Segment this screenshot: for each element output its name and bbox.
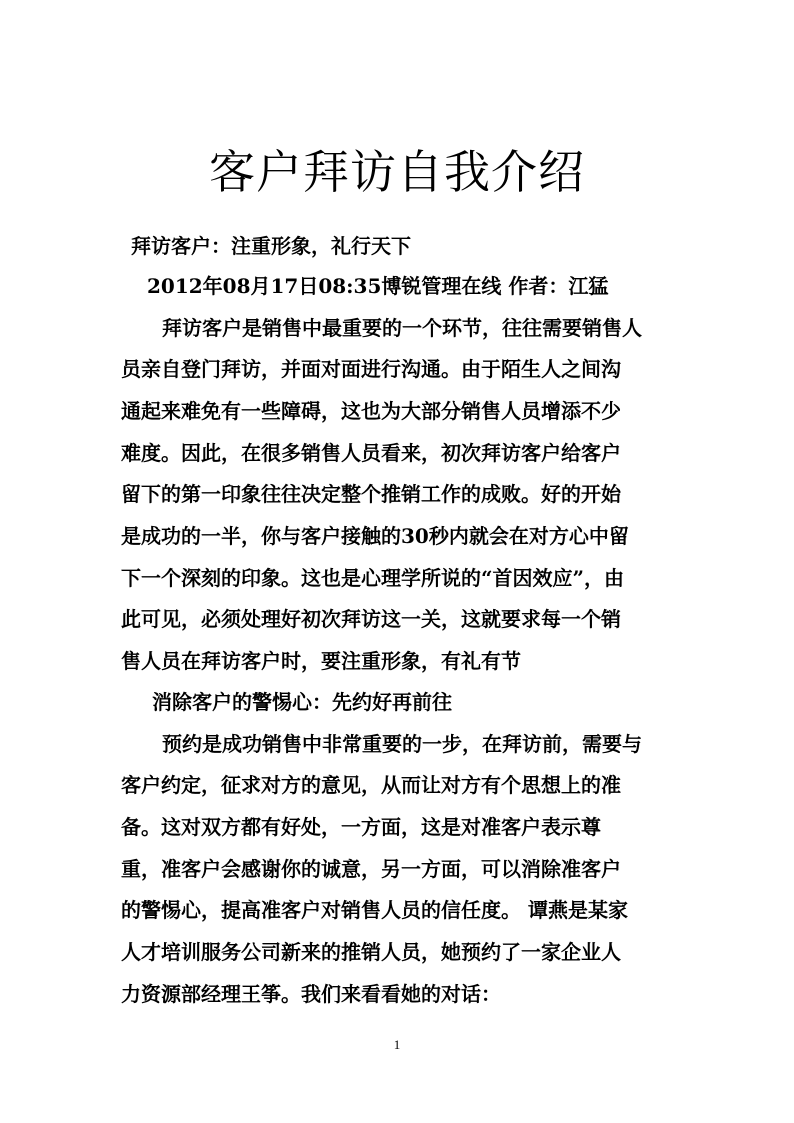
section-heading: 消除客户的警惕心：先约好再前往 bbox=[152, 690, 452, 714]
paragraph-line: 拜访客户是销售中最重要的一个环节，往往需要销售人 bbox=[162, 316, 642, 340]
paragraph-line: 难度。因此，在很多销售人员看来，初次拜访客户给客户 bbox=[121, 441, 621, 465]
subheading: 拜访客户：注重形象，礼行天下 bbox=[131, 234, 411, 258]
document-title: 客户拜访自我介绍 bbox=[209, 145, 585, 199]
paragraph-line: 通起来难免有一些障碍，这也为大部分销售人员增添不少 bbox=[121, 399, 621, 423]
paragraph-line: 预约是成功销售中非常重要的一步，在拜访前，需要与 bbox=[162, 732, 642, 756]
paragraph-line: 客户约定，征求对方的意见，从而让对方有个思想上的准 bbox=[121, 773, 621, 797]
paragraph-line: 是成功的一半，你与客户接触的30秒内就会在对方心中留 bbox=[121, 524, 629, 548]
paragraph-line: 力资源部经理王筝。我们来看看她的对话： bbox=[121, 982, 501, 1006]
paragraph-line: 留下的第一印象往往决定整个推销工作的成败。好的开始 bbox=[121, 482, 621, 506]
paragraph-line: 此可见，必须处理好初次拜访这一关，这就要求每一个销 bbox=[121, 607, 621, 631]
paragraph-line: 售人员在拜访客户时，要注重形象，有礼有节 bbox=[121, 649, 521, 673]
paragraph-line: 重，准客户会感谢你的诚意，另一方面，可以消除准客户 bbox=[121, 857, 621, 881]
byline: 2012年08月17日08:35博锐管理在线 作者：江猛 bbox=[147, 274, 609, 298]
page-number: 1 bbox=[393, 1037, 401, 1052]
paragraph-line: 备。这对双方都有好处，一方面，这是对准客户表示尊 bbox=[121, 815, 601, 839]
paragraph-line: 的警惕心，提高准客户对销售人员的信任度。 谭燕是某家 bbox=[121, 898, 628, 922]
paragraph-line: 员亲自登门拜访，并面对面进行沟通。由于陌生人之间沟 bbox=[121, 357, 621, 381]
paragraph-line: 下一个深刻的印象。这也是心理学所说的“首因效应”，由 bbox=[121, 566, 625, 590]
paragraph-line: 人才培训服务公司新来的推销人员，她预约了一家企业人 bbox=[121, 940, 621, 964]
